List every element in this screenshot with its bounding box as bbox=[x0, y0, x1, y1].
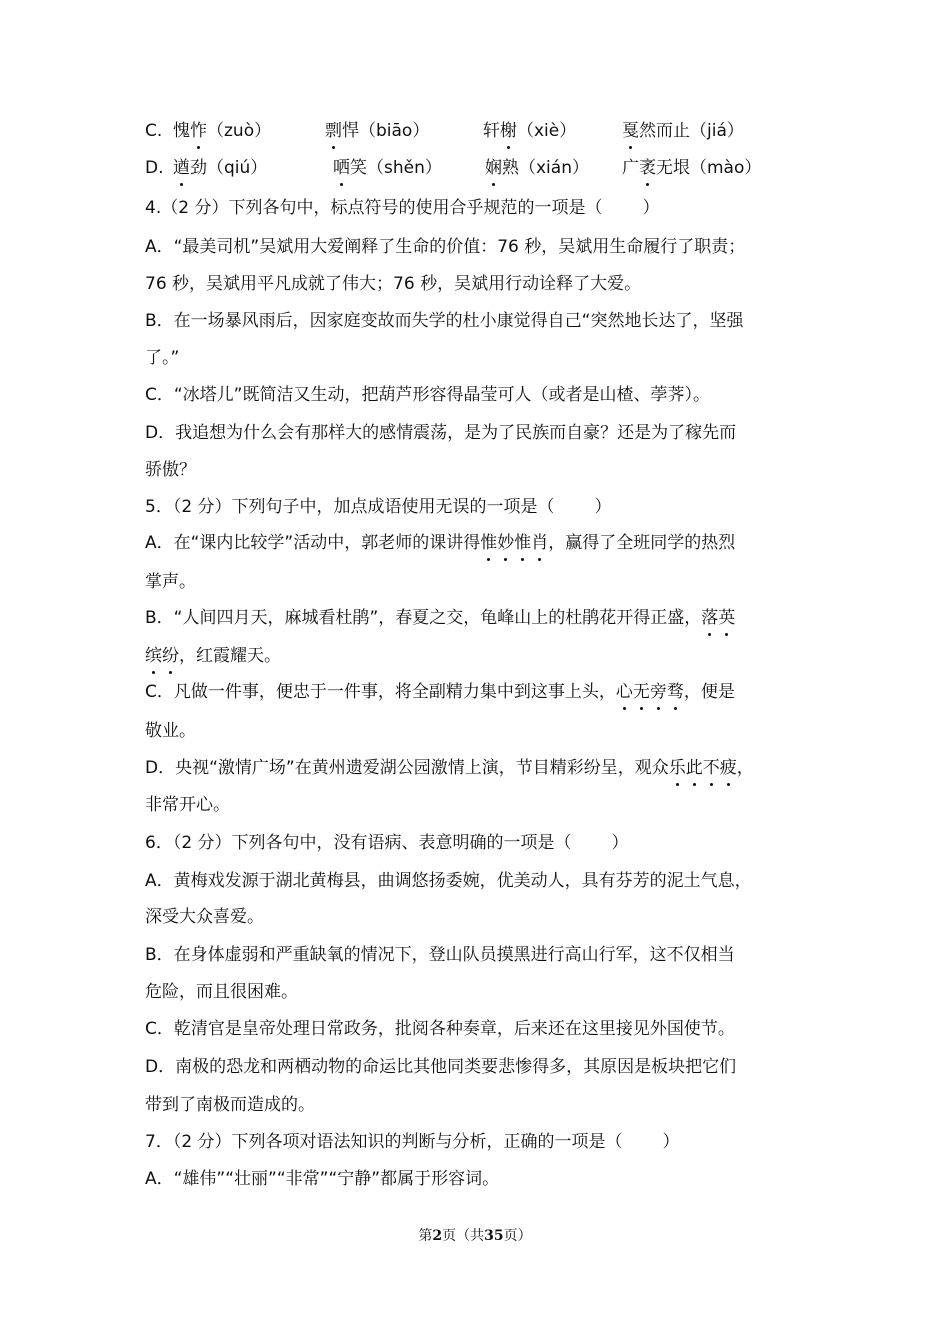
dotted-idiom: 落英 bbox=[701, 608, 736, 628]
q5-option-b-line2: 缤纷，红霞耀天。 bbox=[145, 646, 281, 666]
q6-option-b-line1: B．在身体虚弱和严重缺氧的情况下，登山队员摸黑进行高山行军，这不仅相当 bbox=[145, 945, 735, 965]
term: 广袤无垠（mào） bbox=[622, 158, 762, 178]
dotted-idiom: 缤纷 bbox=[145, 646, 179, 666]
q4-option-a-line1: A．“最美司机”吴斌用大爱阐释了生命的价值：76 秒，吴斌用生命履行了职责； bbox=[145, 237, 746, 257]
dotted-idiom: 惟妙惟肖 bbox=[480, 533, 549, 553]
q5-option-a-line2: 掌声。 bbox=[145, 572, 196, 592]
q6-stem: 6．（2 分）下列各句中，没有语病、表意明确的一项是（ ） bbox=[145, 833, 629, 853]
option-letter: C. bbox=[145, 121, 163, 141]
term: 剽悍（biāo） bbox=[325, 121, 430, 141]
q5-option-d-line1: D．央视“激情广场”在黄州遗爱湖公园激情上演，节目精彩纷呈，观众乐此不疲， bbox=[145, 758, 754, 778]
page-footer: 第2页（共35页） bbox=[418, 1228, 532, 1244]
term: 愧怍（zuò） bbox=[173, 121, 272, 141]
q5-stem: 5．（2 分）下列句子中，加点成语使用无误的一项是（ ） bbox=[145, 497, 612, 517]
q4-option-a-line2: 76 秒，吴斌用平凡成就了伟大；76 秒，吴斌用行动诠释了大爱。 bbox=[145, 274, 642, 294]
q6-option-b-line2: 危险，而且很困难。 bbox=[145, 982, 298, 1002]
option-letter: D. bbox=[145, 158, 164, 178]
q4-stem: 4.（2 分）下列各句中，标点符号的使用合乎规范的一项是（ ） bbox=[145, 198, 660, 218]
q4-option-d-line2: 骄傲？ bbox=[145, 460, 196, 480]
dotted-idiom: 心无旁骛 bbox=[615, 682, 684, 702]
q4-option-c: C．“冰塔儿”既简洁又生动，把葫芦形容得晶莹可人（或者是山楂、荸荠）。 bbox=[145, 385, 710, 405]
q6-option-a-line2: 深受大众喜爱。 bbox=[145, 907, 264, 927]
q5-option-c-line1: C．凡做一件事，便忠于一件事，将全副精力集中到这事上头，心无旁骛，便是 bbox=[145, 682, 735, 702]
q6-option-d-line1: D．南极的恐龙和两栖动物的命运比其他同类要悲惨得多，其原因是板块把它们 bbox=[145, 1057, 737, 1077]
q5-option-b-line1: B．“人间四月天，麻城看杜鹃”，春夏之交，龟峰山上的杜鹃花开得正盛，落英 bbox=[145, 608, 736, 628]
q7-option-a: A．“雄伟”“壮丽”“非常”“宁静”都属于形容词。 bbox=[145, 1169, 500, 1189]
term: 戛然而止（jiá） bbox=[622, 121, 744, 141]
q5-option-a-line1: A．在“课内比较学”活动中，郭老师的课讲得惟妙惟肖，赢得了全班同学的热烈 bbox=[145, 533, 736, 553]
dotted-idiom: 乐此不疲 bbox=[668, 758, 737, 778]
q6-option-a-line1: A．黄梅戏发源于湖北黄梅县，曲调悠扬委婉，优美动人，具有芬芳的泥土气息， bbox=[145, 871, 752, 891]
term: 哂笑（shěn） bbox=[333, 158, 442, 178]
q7-stem: 7．（2 分）下列各项对语法知识的判断与分析，正确的一项是（ ） bbox=[145, 1132, 680, 1152]
term: 轩榭（xiè） bbox=[483, 121, 577, 141]
q6-option-c: C．乾清官是皇帝处理日常政务，批阅各种奏章，后来还在这里接见外国使节。 bbox=[145, 1019, 735, 1039]
q5-option-d-line2: 非常开心。 bbox=[145, 795, 230, 815]
total-pages-number: 35 bbox=[484, 1228, 504, 1244]
q6-option-d-line2: 带到了南极而造成的。 bbox=[145, 1095, 315, 1115]
current-page-number: 2 bbox=[432, 1228, 443, 1244]
q5-option-c-line2: 敬业。 bbox=[145, 721, 196, 741]
term: 遒劲（qiú） bbox=[173, 158, 268, 178]
q4-option-b-line2: 了。” bbox=[145, 348, 180, 368]
term: 娴熟（xián） bbox=[485, 158, 589, 178]
q4-option-b-line1: B．在一场暴风雨后，因家庭变故而失学的杜小康觉得自己“突然地长达了，坚强 bbox=[145, 311, 744, 331]
q4-option-d-line1: D．我追想为什么会有那样大的感情震荡，是为了民族而自豪？还是为了稼先而 bbox=[145, 423, 737, 443]
